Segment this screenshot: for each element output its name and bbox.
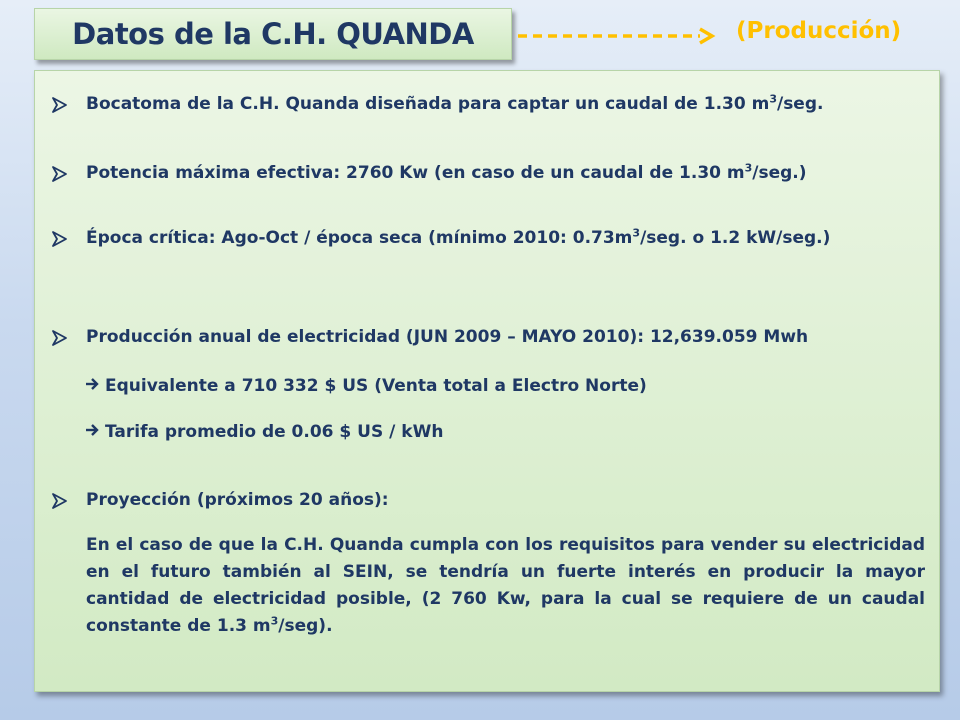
projection-paragraph — [86, 532, 925, 640]
title-box — [34, 8, 512, 60]
paragraph-text: En el caso de que la C.H. Quanda cumpla con los requisitos para vender su electricidad en el futuro también al SEIN, se tendría un fuerte interés en producir la mayor cantidad de electricidad posible, (2 760 Kw, para la cual se requiere de un caudal constante de 1.3 m — [86, 535, 925, 636]
arrowhead-bullet-icon — [51, 225, 71, 252]
arrowhead-bullet-icon — [51, 91, 71, 118]
bullet-item-bocatoma — [51, 91, 925, 118]
right-arrow-icon — [85, 373, 99, 400]
page-title: Datos de la C.H. QUANDA — [72, 17, 474, 51]
bullet-item-produccion-anual — [51, 324, 925, 351]
item-text: Potencia máxima efectiva: 2760 Kw (en caso de un caudal de 1.30 m — [86, 163, 745, 183]
page-subtitle: (Producción) — [736, 18, 902, 44]
paragraph-text-end: /seg). — [278, 616, 333, 636]
item-text: Época crítica: Ago-Oct / época seca (mínimo 2010: 0.73m — [86, 228, 633, 248]
item-text: Bocatoma de la C.H. Quanda diseñada para captar un caudal de 1.30 m — [86, 94, 770, 114]
arrowhead-bullet-icon — [51, 487, 71, 514]
superscript: 3 — [769, 92, 777, 106]
sub-item-tarifa — [85, 419, 443, 446]
dashed-arrow-icon — [516, 22, 722, 50]
arrowhead-bullet-icon — [51, 160, 71, 187]
item-text-end: /seg.) — [752, 163, 807, 183]
bullet-item-epoca-critica — [51, 225, 925, 252]
bullet-item-potencia — [51, 160, 925, 187]
item-text: Producción anual de electricidad (JUN 2009 – MAYO 2010): 12,639.059 Mwh — [86, 327, 809, 347]
superscript: 3 — [270, 614, 279, 628]
right-arrow-icon — [85, 419, 99, 446]
arrowhead-bullet-icon — [51, 324, 71, 351]
superscript: 3 — [632, 226, 641, 240]
item-text-end: /seg. o 1.2 kW/seg.) — [640, 228, 831, 248]
bullet-item-proyeccion — [51, 487, 925, 514]
sub-item-text: Equivalente a 710 332 $ US (Venta total a Electro Norte) — [105, 376, 647, 396]
superscript: 3 — [744, 161, 753, 175]
item-text-end: /seg. — [776, 94, 824, 114]
content-panel — [34, 70, 940, 692]
sub-item-equivalente — [85, 373, 647, 400]
item-text: Proyección (próximos 20 años): — [86, 490, 389, 510]
sub-item-text: Tarifa promedio de 0.06 $ US / kWh — [105, 422, 444, 442]
